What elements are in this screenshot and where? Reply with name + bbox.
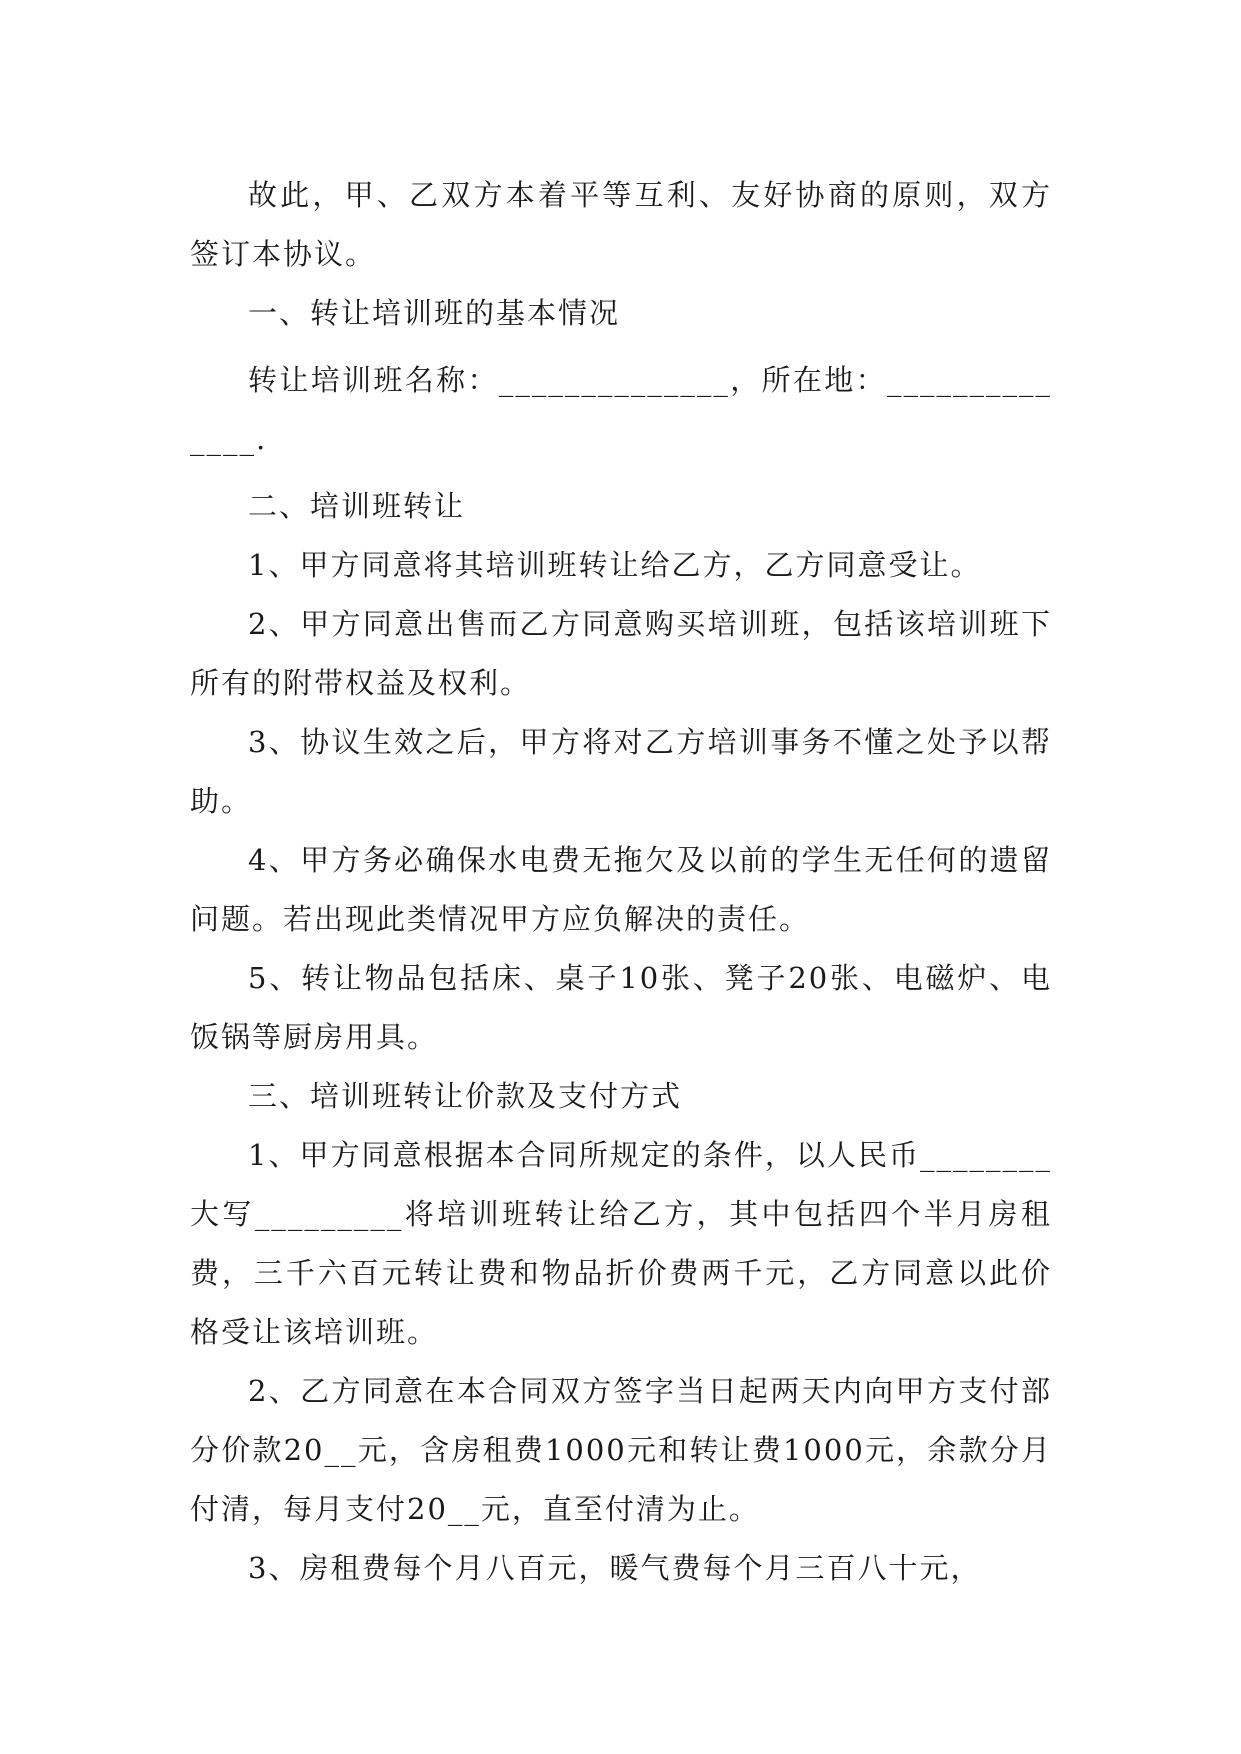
intro-paragraph: 故此，甲、乙双方本着平等互利、友好协商的原则，双方签订本协议。	[190, 178, 1052, 271]
clause-transfer-4: 4、甲方务必确保水电费无拖欠及以前的学生无任何的遗留问题。若出现此类情况甲方应负解决的责任。	[190, 843, 1052, 936]
section-heading-transfer: 二、培训班转让	[248, 489, 466, 523]
section-heading-price: 三、培训班转让价款及支付方式	[248, 1079, 683, 1113]
section-heading-basic-info: 一、转让培训班的基本情况	[248, 296, 621, 330]
clause-price-1: 1、甲方同意根据本合同所规定的条件，以人民币________大写_________将培训班转让给乙方，其中包括四个半月房租费，三千六百元转让费和物品折价费两千元，乙方同意以此价格受让该培训班。	[190, 1138, 1052, 1349]
clause-transfer-1: 1、甲方同意将其培训班转让给乙方，乙方同意受让。	[248, 548, 982, 582]
clause-transfer-2: 2、甲方同意出售而乙方同意购买培训班，包括该培训班下所有的附带权益及权利。	[190, 607, 1052, 700]
document-body	[190, 166, 1052, 1598]
clause-transfer-3: 3、协议生效之后，甲方将对乙方培训事务不懂之处予以帮助。	[190, 725, 1052, 818]
clause-price-3: 3、房租费每个月八百元，暖气费每个月三百八十元，	[248, 1551, 982, 1585]
clause-transfer-5: 5、转让物品包括床、桌子10张、凳子20张、电磁炉、电饭锅等厨房用具。	[190, 961, 1052, 1054]
clause-price-2: 2、乙方同意在本合同双方签字当日起两天内向甲方支付部分价款20__元，含房租费1000元和转让费1000元，余款分月付清，每月支付20__元，直至付清为止。	[190, 1374, 1052, 1526]
fill-in-name-location: 转让培训班名称：______________，所在地：______________.	[190, 363, 1052, 456]
